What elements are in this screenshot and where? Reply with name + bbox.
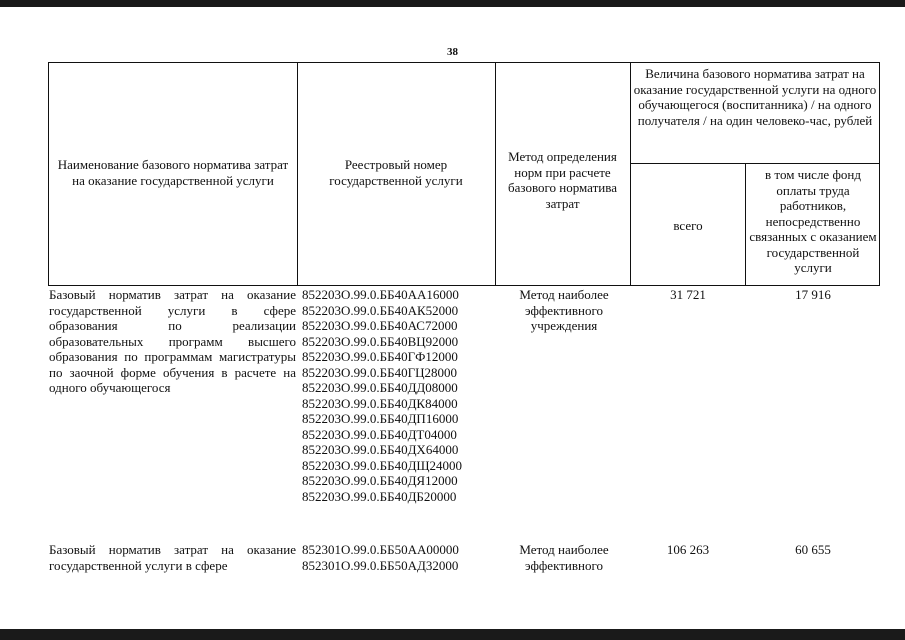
registry-code: 852203О.99.0.ББ40ДД08000: [302, 380, 458, 395]
row-method: Метод наиболее эффективного: [519, 542, 609, 573]
row-name: Базовый норматив затрат на оказание государственной услуги в сфере образования по реализации образовательных программ высшего образования по программам магистратуры по заочной форме обучения в расчете на одного обучающегося: [49, 287, 296, 395]
registry-code: 852203О.99.0.ББ40АС72000: [302, 318, 458, 333]
registry-code: 852203О.99.0.ББ40ГФ12000: [302, 349, 458, 364]
header-col-name: Наименование базового норматива затрат на оказание государственной услуги: [57, 157, 289, 188]
header-col-wage: в том числе фонд оплаты труда работников, непосредственно связанных с оказанием государственной услуги: [749, 167, 877, 275]
registry-code: 852203О.99.0.ББ40ГЦ28000: [302, 364, 457, 380]
page-number: 38: [447, 46, 458, 58]
registry-code: 852203О.99.0.ББ40ВЦ92000: [302, 333, 459, 349]
registry-code: 852203О.99.0.ББ40ДК84000: [302, 395, 458, 411]
registry-code: 852203О.99.0.ББ40АА16000: [302, 287, 459, 302]
registry-code: 852301О.99.0.ББ50АД32000: [302, 557, 459, 573]
row-wage: 60 655: [795, 542, 831, 557]
registry-code: 852203О.99.0.ББ40ДЯ12000: [302, 473, 458, 488]
row-name: Базовый норматив затрат на оказание государственной услуги в сфере: [49, 542, 296, 573]
header-col-value-group: Величина базового норматива затрат на оказание государственной услуги на одного обучающегося (воспитанника) / на одного получателя / на один человеко-час, рублей: [633, 66, 877, 128]
registry-code: 852203О.99.0.ББ40ДП16000: [302, 411, 459, 426]
registry-code: 852203О.99.0.ББ40ДБ20000: [302, 488, 457, 504]
row-registry-codes: [302, 287, 494, 504]
bottom-border-bar: [0, 629, 905, 640]
header-col-method: Метод определения норм при расчете базового норматива затрат: [508, 149, 617, 211]
row-total: 31 721: [670, 287, 706, 302]
top-border-bar: [0, 0, 905, 7]
row-registry-codes: [302, 542, 494, 573]
header-col-total: всего: [673, 218, 703, 233]
registry-code: 852203О.99.0.ББ40ДХ64000: [302, 442, 459, 457]
header-col-registry: Реестровый номер государственной услуги: [329, 157, 463, 188]
registry-code: 852203О.99.0.ББ40АК52000: [302, 302, 459, 318]
row-wage: 17 916: [795, 287, 831, 302]
row-method: Метод наиболее эффективного учреждения: [519, 287, 609, 333]
registry-code: 852301О.99.0.ББ50АА00000: [302, 542, 459, 557]
registry-code: 852203О.99.0.ББ40ДТ04000: [302, 426, 457, 442]
row-total: 106 263: [666, 542, 710, 557]
registry-code: 852203О.99.0.ББ40ДЩ24000: [302, 457, 463, 473]
